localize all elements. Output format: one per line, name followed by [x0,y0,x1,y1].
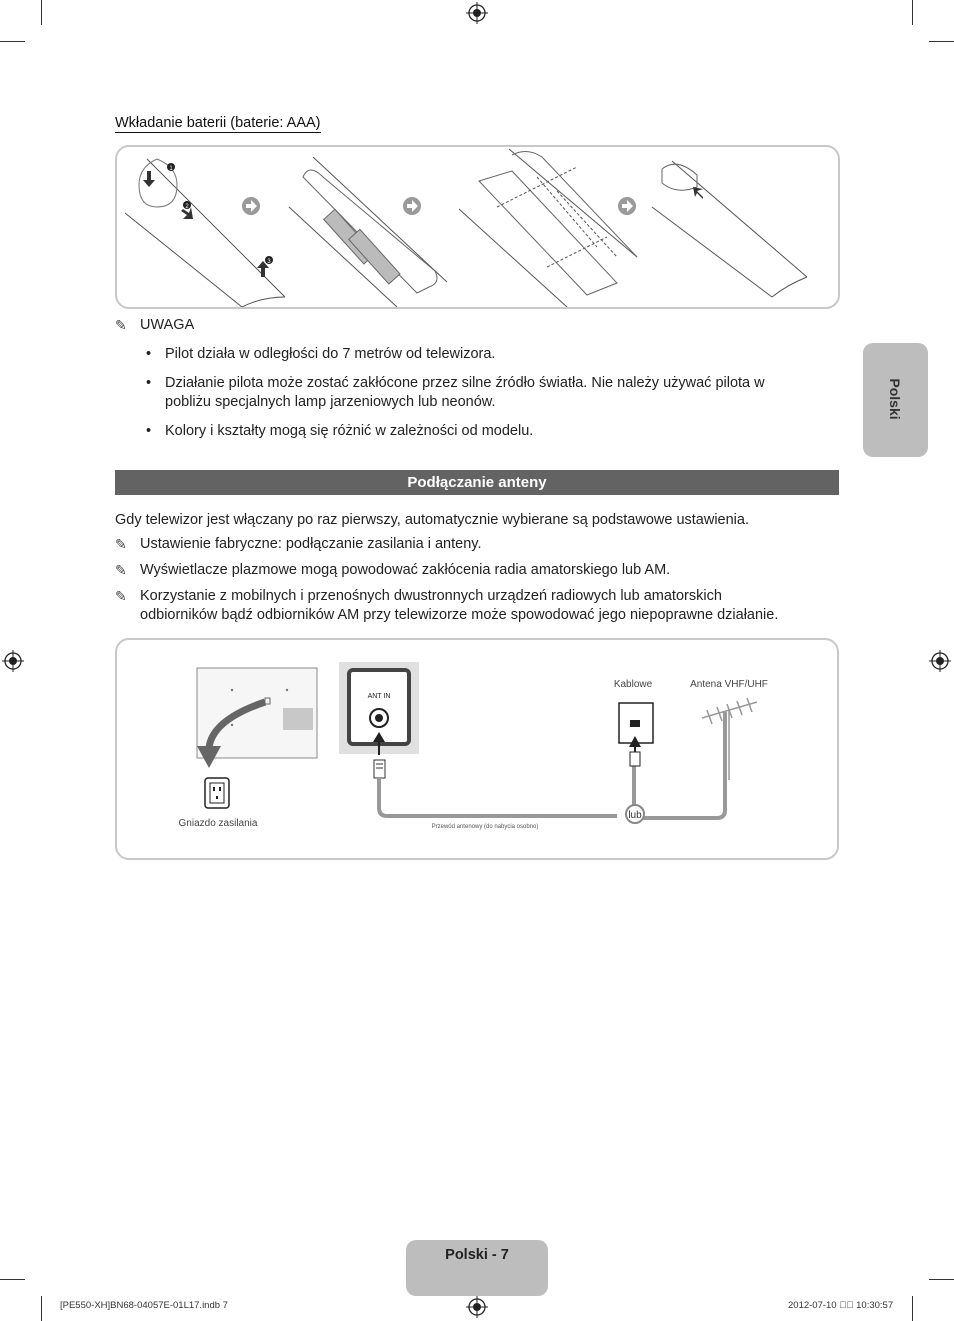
battery-illustration-frame [115,145,840,309]
note-bullet-continuation: pobliżu specjalnych lamp jarzeniowych lub neonów. [165,394,496,410]
or-label: lub [628,810,642,821]
next-step-arrow-icon [242,197,260,215]
note-bullet [146,345,496,364]
crop-mark [0,1279,25,1280]
note-bullet [146,422,534,441]
step-number-1: 1 [169,166,173,172]
crop-mark [41,0,42,25]
battery-section-title: Wkładanie baterii (baterie: AAA) [115,115,321,131]
footer-file-info: [PE550-XH]BN68-04057E-01L17.indb 7 [60,1300,228,1311]
note-bullet-text: Pilot działa w odległości do 7 metrów od telewizora. [165,346,496,362]
next-step-arrow-icon [618,197,636,215]
crop-mark [912,1296,913,1321]
registration-mark-icon [2,650,24,672]
note-bullet-text: Kolory i kształty mogą się różnić w zależności od modelu. [165,423,534,439]
power-socket-label: Gniazdo zasilania [178,818,258,829]
antenna-section-banner: Podłączanie anteny [115,470,839,495]
bullet-dot-icon: • [146,423,152,439]
crop-mark [929,1279,954,1280]
antenna-intro: Gdy telewizor jest włączany po raz pierwszy, automatycznie wybierane są podstawowe ustawienia. [115,512,749,528]
cable-note: Przewód antenowy (do nabycia osobno) [431,824,539,830]
antenna-note-continuation: odbiorników bądź odbiorników AM przy telewizorze może spowodować jego niepoprawne działanie. [140,607,779,623]
ant-in-label: ANT IN [367,693,391,700]
antenna-label: Antena VHF/UHF [690,679,768,690]
vhf-uhf-antenna-icon [702,698,757,780]
crop-mark [41,1296,42,1321]
crop-mark [912,0,913,25]
registration-mark-icon [929,650,951,672]
note-pencil-icon: ✎ [115,317,127,333]
note-pencil-icon: ✎ [115,536,127,552]
step-number-3: 3 [267,259,271,265]
next-step-arrow-icon [403,197,421,215]
antenna-connection-diagram [117,640,837,858]
antenna-note: Korzystanie z mobilnych i przenośnych dwustronnych urządzeń radiowych lub amatorskich [140,588,722,604]
note-heading: UWAGA [140,317,195,333]
bullet-dot-icon: • [146,346,152,362]
crop-mark [0,41,25,42]
note-pencil-icon: ✎ [115,562,127,578]
language-side-tab [863,343,928,457]
page-number-tab: Polski - 7 [406,1240,548,1296]
note-bullet [146,374,765,393]
cable-wall-outlet-icon [619,703,653,766]
registration-mark-icon [466,2,488,24]
antenna-note: Ustawienie fabryczne: podłączanie zasilania i anteny. [140,536,482,552]
language-side-label: Polski [887,378,903,420]
bullet-dot-icon: • [146,375,152,391]
power-socket-icon [205,778,229,808]
cable-label: Kablowe [613,679,653,690]
antenna-diagram-frame [115,638,839,860]
battery-steps-illustration [117,147,838,307]
registration-mark-icon [466,1296,488,1318]
step-number-2: 2 [185,204,189,210]
note-pencil-icon: ✎ [115,588,127,604]
antenna-note: Wyświetlacze plazmowe mogą powodować zakłócenia radia amatorskiego lub AM. [140,562,671,578]
footer-timestamp: 2012-07-10 ￿￿ 10:30:57 [788,1300,894,1311]
crop-mark [929,41,954,42]
note-bullet-text: Działanie pilota może zostać zakłócone przez silne źródło światła. Nie należy używać pilota w [165,375,765,391]
